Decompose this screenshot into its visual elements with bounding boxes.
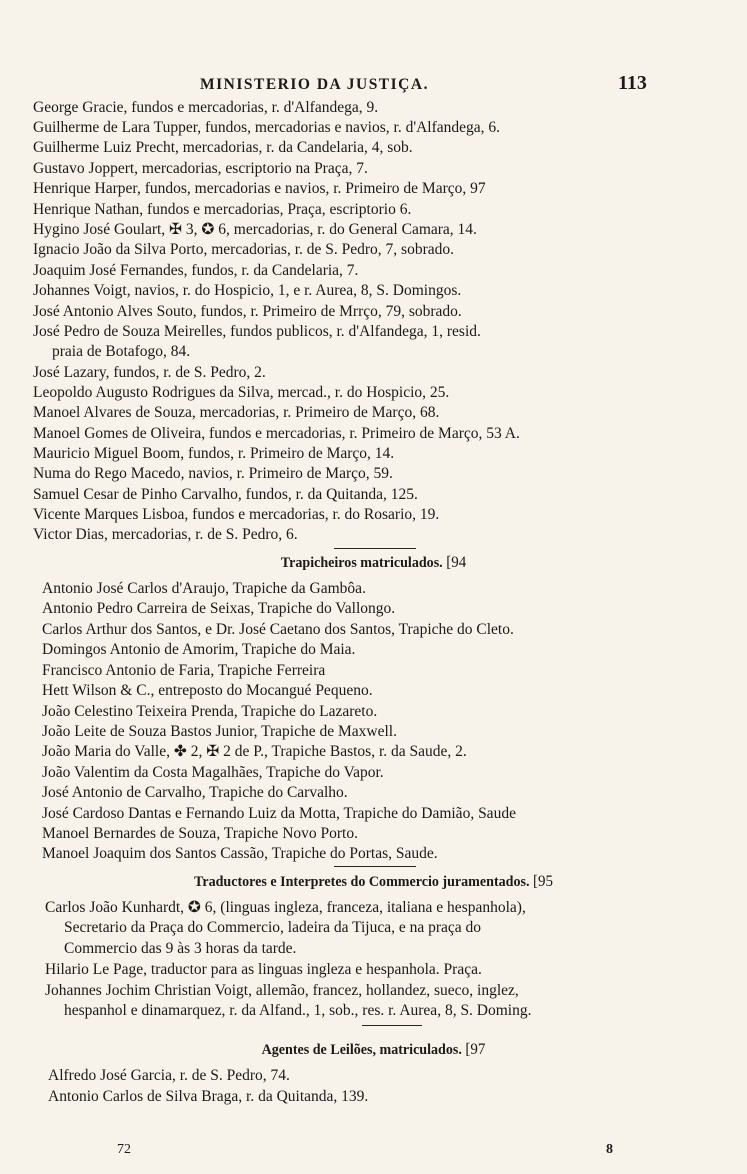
list-item: Antonio Carlos de Silva Braga, r. da Quitanda, 139. — [48, 1088, 369, 1105]
list-item-continuation: Secretario da Praça do Commercio, ladeira da Tijuca, e na praça do — [64, 919, 482, 936]
list-item: João Valentim da Costa Magalhães, Trapiche do Vapor. — [42, 764, 384, 781]
list-item: Joaquim José Fernandes, fundos, r. da Candelaria, 7. — [33, 262, 359, 279]
list-item: Hygino José Goulart, ✠ 3, ✪ 6, mercadorias, r. do General Camara, 14. — [33, 221, 477, 238]
section-reference: [94 — [446, 554, 467, 571]
list-item: Johannes Jochim Christian Voigt, allemão, francez, hollandez, sueco, inglez, — [45, 982, 519, 999]
list-item: Carlos Arthur dos Santos, e Dr. José Caetano dos Santos, Trapiche do Cleto. — [42, 621, 514, 638]
list-item: Victor Dias, mercadorias, r. de S. Pedro, 6. — [33, 526, 298, 543]
list-item: Carlos João Kunhardt, ✪ 6, (linguas ingleza, franceza, italiana e hespanhola), — [45, 899, 526, 916]
section-title-traductores — [23, 872, 723, 892]
list-item: Gustavo Joppert, mercadorias, escriptorio na Praça, 7. — [33, 160, 368, 177]
list-item: Henrique Nathan, fundos e mercadorias, Praça, escriptorio 6. — [33, 201, 412, 218]
section-divider — [334, 866, 416, 867]
list-item: Alfredo José Garcia, r. de S. Pedro, 74. — [48, 1067, 290, 1084]
list-item-continuation: praia de Botafogo, 84. — [52, 343, 191, 360]
signature-mark-left: 72 — [117, 1142, 131, 1157]
list-item: Samuel Cesar de Pinho Carvalho, fundos, r. da Quitanda, 125. — [33, 486, 418, 503]
section-title-text: Agentes de Leilões, matriculados. — [261, 1042, 462, 1058]
list-item: Antonio Pedro Carreira de Seixas, Trapiche do Vallongo. — [42, 600, 396, 617]
section-title-trapicheiros — [23, 553, 723, 573]
list-item: Ignacio João da Silva Porto, mercadorias, r. de S. Pedro, 7, sobrado. — [33, 241, 454, 258]
list-item: Antonio José Carlos d'Araujo, Trapiche da Gambôa. — [42, 580, 366, 597]
list-item: Hett Wilson & C., entreposto do Mocangué Pequeno. — [42, 682, 373, 699]
list-item: José Pedro de Souza Meirelles, fundos publicos, r. d'Alfandega, 1, resid. — [33, 323, 481, 340]
list-item-continuation: hespanhol e dinamarquez, r. da Alfand., 1, sob., res. r. Aurea, 8, S. Doming. — [64, 1002, 532, 1019]
list-item: João Leite de Souza Bastos Junior, Trapiche de Maxwell. — [42, 723, 397, 740]
list-item: Guilherme de Lara Tupper, fundos, mercadorias e navios, r. d'Alfandega, 6. — [33, 119, 501, 136]
list-item: Johannes Voigt, navios, r. do Hospicio, 1, e r. Aurea, 8, S. Domingos. — [33, 282, 462, 299]
list-item: Henrique Harper, fundos, mercadorias e navios, r. Primeiro de Março, 97 — [33, 180, 486, 197]
list-item-continuation: Commercio das 9 às 3 horas da tarde. — [64, 940, 297, 957]
list-item: José Antonio Alves Souto, fundos, r. Primeiro de Mrrço, 79, sobrado. — [33, 303, 462, 320]
section-title-agentes — [23, 1040, 723, 1060]
list-item: José Antonio de Carvalho, Trapiche do Carvalho. — [42, 784, 348, 801]
list-item: João Celestino Teixeira Prenda, Trapiche do Lazareto. — [42, 703, 378, 720]
list-item: George Gracie, fundos e mercadorias, r. d'Alfandega, 9. — [33, 99, 379, 116]
section-title-text: Traductores e Interpretes do Commercio juramentados. — [194, 874, 530, 890]
page-number: 113 — [618, 72, 647, 94]
list-item: Francisco Antonio de Faria, Trapiche Ferreira — [42, 662, 326, 679]
list-item: Domingos Antonio de Amorim, Trapiche do Maia. — [42, 641, 356, 658]
running-title: MINISTERIO DA JUSTIÇA. — [200, 76, 429, 93]
list-item: Manoel Bernardes de Souza, Trapiche Novo Porto. — [42, 825, 358, 842]
list-item: Manoel Gomes de Oliveira, fundos e mercadorias, r. Primeiro de Março, 53 A. — [33, 425, 520, 442]
section-title-text: Trapicheiros matriculados. — [280, 555, 443, 571]
signature-mark-right: 8 — [606, 1142, 613, 1157]
list-item: José Cardoso Dantas e Fernando Luiz da Motta, Trapiche do Damião, Saude — [42, 805, 516, 822]
page-header — [0, 70, 747, 100]
list-item: João Maria do Valle, ✤ 2, ✠ 2 de P., Trapiche Bastos, r. da Saude, 2. — [42, 743, 467, 760]
list-item: Vicente Marques Lisboa, fundos e mercadorias, r. do Rosario, 19. — [33, 506, 440, 523]
section-divider — [362, 1025, 422, 1026]
list-item: Hilario Le Page, traductor para as linguas ingleza e hespanhola. Praça. — [45, 961, 482, 978]
list-item: Guilherme Luiz Precht, mercadorias, r. da Candelaria, 4, sob. — [33, 139, 413, 156]
list-item: José Lazary, fundos, r. de S. Pedro, 2. — [33, 364, 266, 381]
list-item: Manoel Joaquim dos Santos Cassão, Trapiche do Portas, Saude. — [42, 845, 438, 862]
list-item: Mauricio Miguel Boom, fundos, r. Primeiro de Março, 14. — [33, 445, 395, 462]
section-divider — [334, 548, 416, 549]
section-reference: [95 — [532, 873, 553, 890]
list-item: Manoel Alvares de Souza, mercadorias, r. Primeiro de Março, 68. — [33, 404, 440, 421]
section-reference: [97 — [465, 1041, 486, 1058]
list-item: Numa do Rego Macedo, navios, r. Primeiro de Março, 59. — [33, 465, 393, 482]
list-item: Leopoldo Augusto Rodrigues da Silva, mercad., r. do Hospicio, 25. — [33, 384, 450, 401]
